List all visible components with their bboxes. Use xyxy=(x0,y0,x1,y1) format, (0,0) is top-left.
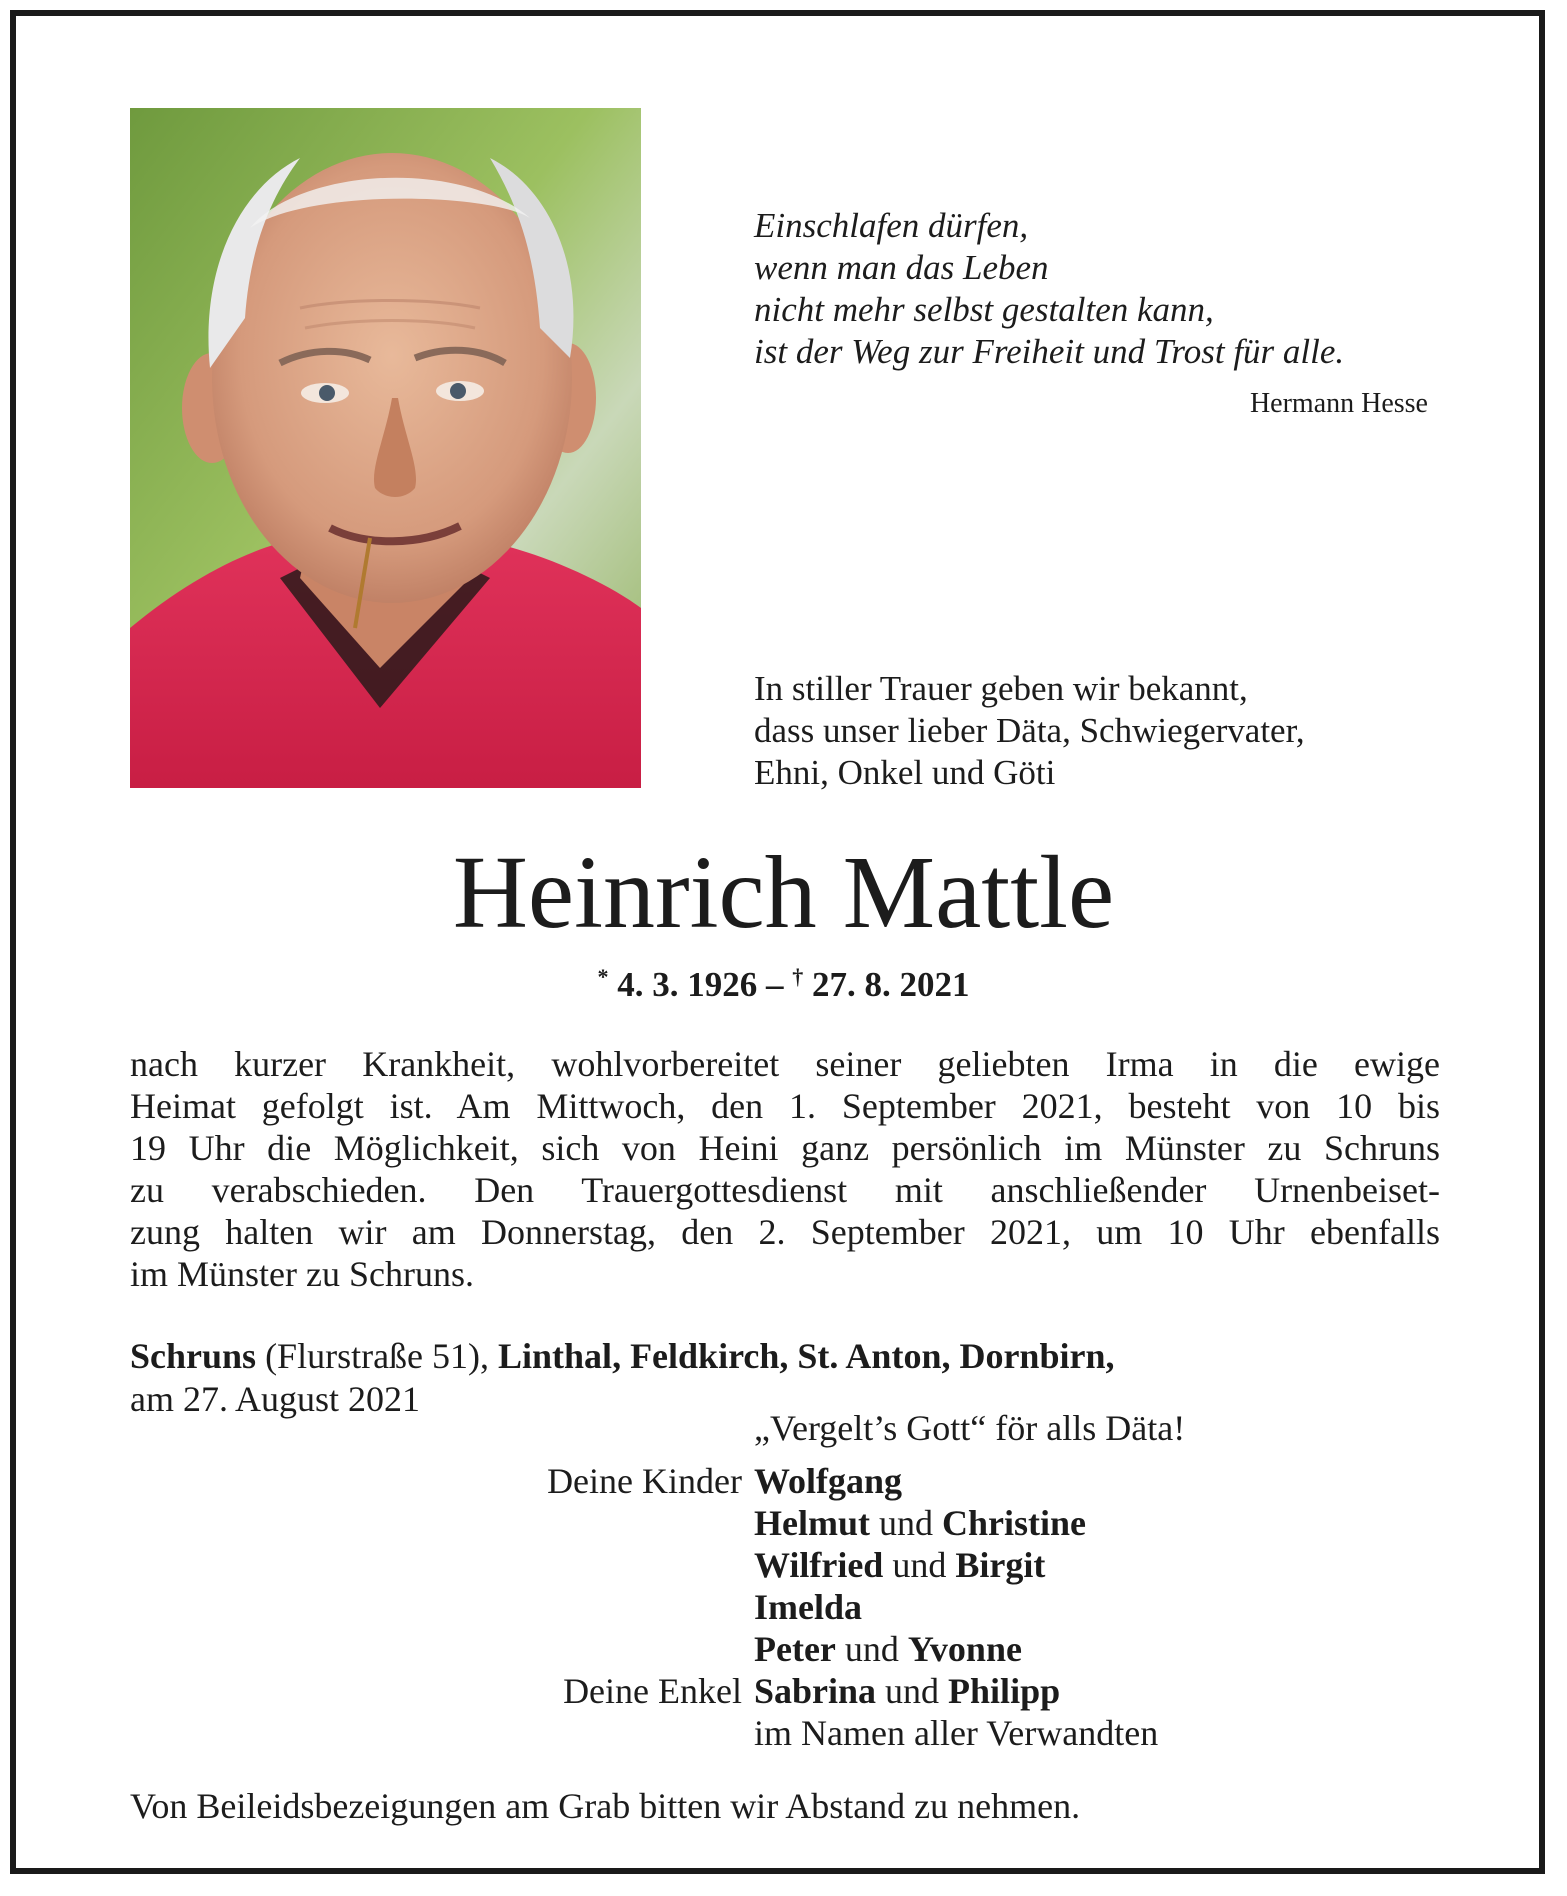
body-line: zung halten wir am Donnerstag, den 2. September 2021, um 10 Uhr ebenfalls xyxy=(130,1212,1440,1252)
grandchild-name: Sabrina xyxy=(754,1671,877,1711)
birth-mark: * xyxy=(597,964,609,989)
family-row xyxy=(0,1544,1567,1586)
and-word: und xyxy=(883,1545,956,1585)
partner-name: Christine xyxy=(941,1503,1086,1543)
quote xyxy=(754,205,1434,373)
body-line: Heimat gefolgt ist. Am Mittwoch, den 1. September 2021, besteht von 10 bis xyxy=(130,1086,1440,1126)
closing-line: Von Beileidsbezeigungen am Grab bitten wir Abstand zu nehmen. xyxy=(130,1786,1081,1826)
family-names xyxy=(754,1502,1086,1544)
and-word: und xyxy=(835,1629,908,1669)
quote-line: nicht mehr selbst gestalten kann, xyxy=(754,290,1214,329)
date-separator: – xyxy=(757,965,793,1004)
places-line xyxy=(130,1335,1460,1377)
and-word: und xyxy=(876,1671,949,1711)
place-date: am 27. August 2021 xyxy=(130,1379,421,1419)
body-line: im Münster zu Schruns. xyxy=(130,1254,474,1294)
partner-name: Birgit xyxy=(955,1545,1046,1585)
family-row xyxy=(0,1586,1567,1628)
thanks-line: „Vergelt’s Gott“ för alls Däta! xyxy=(754,1408,1186,1448)
portrait-photo xyxy=(130,108,641,788)
child-name: Helmut xyxy=(754,1503,870,1543)
family-row xyxy=(0,1502,1567,1544)
family-names xyxy=(754,1628,1022,1670)
quote-line: Einschlafen dürfen, xyxy=(754,206,1029,245)
body-text xyxy=(130,1043,1440,1295)
body-line: 19 Uhr die Möglichkeit, sich von Heini ganz persönlich im Münster zu Schruns xyxy=(130,1128,1440,1168)
family-row xyxy=(0,1712,1567,1754)
partner-name: Philipp xyxy=(948,1671,1061,1711)
and-word: und xyxy=(869,1503,942,1543)
quote-line: ist der Weg zur Freiheit und Trost für alle. xyxy=(754,332,1345,371)
child-name: Imelda xyxy=(754,1587,862,1627)
children-label: Deine Kinder xyxy=(547,1461,742,1501)
announcement xyxy=(754,668,1437,794)
death-date: 27. 8. 2021 xyxy=(812,965,970,1004)
family-row xyxy=(0,1670,1567,1712)
family-row xyxy=(0,1460,1567,1502)
quote-author: Hermann Hesse xyxy=(1249,388,1428,419)
child-name: Wilfried xyxy=(754,1545,884,1585)
death-mark: † xyxy=(792,964,804,989)
child-name: Wolfgang xyxy=(754,1461,903,1501)
family-names xyxy=(754,1460,902,1502)
family-row xyxy=(0,1628,1567,1670)
life-dates xyxy=(0,964,1567,1005)
family-names xyxy=(754,1670,1060,1712)
place-address: (Flurstraße 51), xyxy=(256,1336,499,1376)
family-names xyxy=(754,1544,1045,1586)
child-name: Peter xyxy=(754,1629,836,1669)
grandchildren-label: Deine Enkel xyxy=(563,1671,742,1711)
body-line: nach kurzer Krankheit, wohlvorbereitet seiner geliebten Irma in die ewige xyxy=(130,1044,1440,1084)
announcement-line: dass unser lieber Däta, Schwiegervater, xyxy=(754,711,1305,750)
announcement-line: Ehni, Onkel und Göti xyxy=(754,753,1056,792)
family-names xyxy=(754,1586,862,1628)
birth-date: 4. 3. 1926 xyxy=(617,965,758,1004)
place-others: Linthal, Feldkirch, St. Anton, Dornbirn, xyxy=(498,1336,1115,1376)
quote-line: wenn man das Leben xyxy=(754,248,1049,287)
announcement-line: In stiller Trauer geben wir bekannt, xyxy=(754,669,1248,708)
place-first: Schruns xyxy=(130,1336,257,1376)
deceased-name: Heinrich Mattle xyxy=(452,835,1115,950)
partner-name: Yvonne xyxy=(907,1629,1022,1669)
relatives-line: im Namen aller Verwandten xyxy=(754,1713,1159,1753)
body-line: zu verabschieden. Den Trauergottesdienst mit anschließender Urnenbeiset- xyxy=(130,1170,1440,1210)
